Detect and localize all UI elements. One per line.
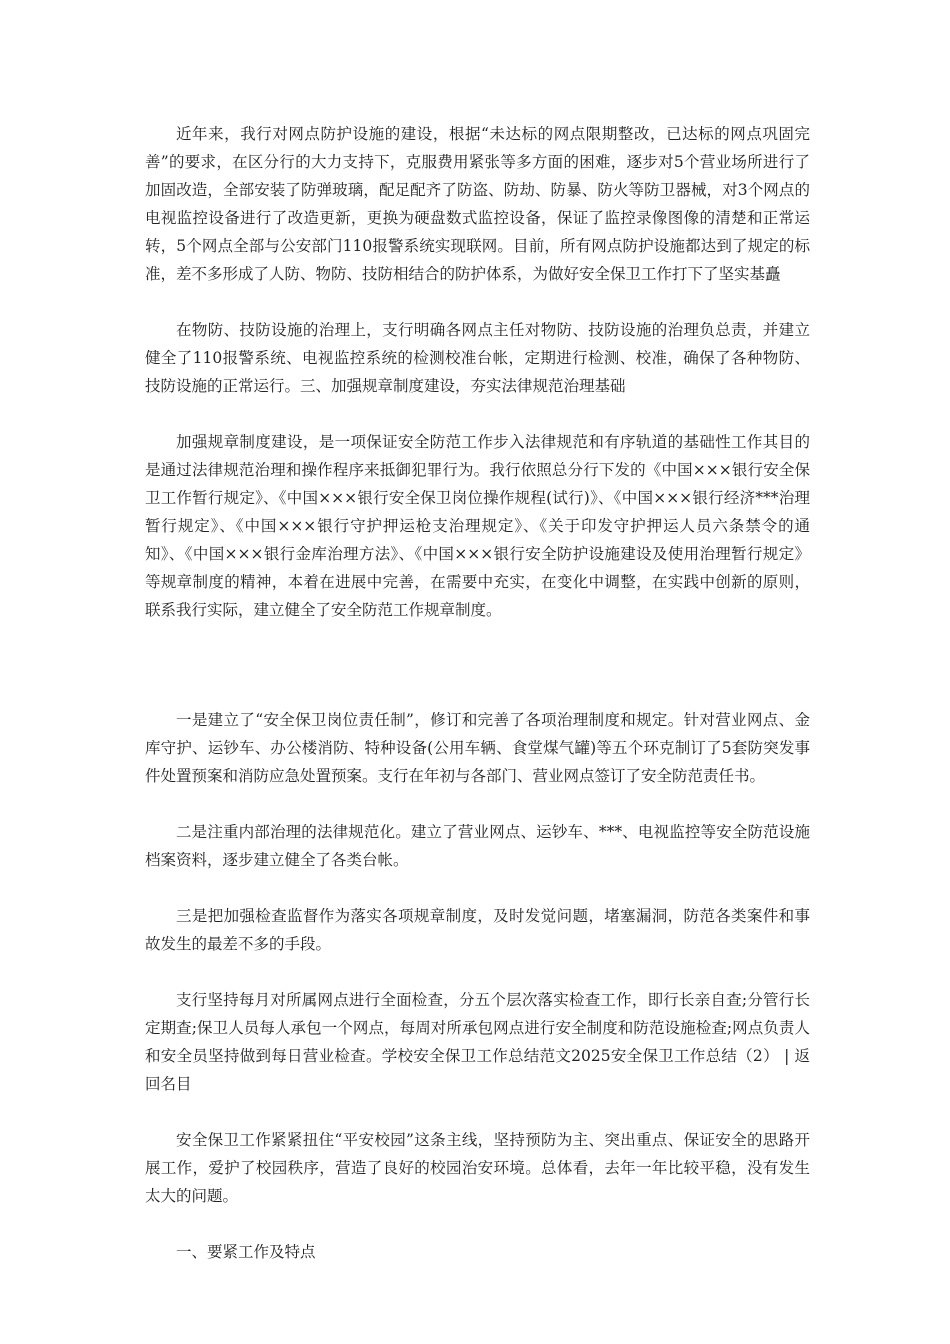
- paragraph-point-one: 一是建立了“安全保卫岗位责任制”，修订和完善了各项治理制度和规定。针对营业网点、金库守护、运钞车、办公楼消防、特种设备(公用车辆、食堂煤气罐)等五个环克制订了5套防突发事件处置预案和消防应急处置预案。支行在年初与各部门、营业网点签订了安全防范责任书。: [145, 711, 810, 785]
- paragraph-monthly-inspection: 支行坚持每月对所属网点进行全面检查，分五个层次落实检查工作，即行长亲自查;分管行长定期查;保卫人员每人承包一个网点，每周对所承包网点进行安全制度和防范设施检查;网点负责人和安全员坚持做到每日营业检查。学校安全保卫工作总结范文2025安全保卫工作总结（2） | 返回名目: [145, 991, 810, 1093]
- document-body: [145, 120, 810, 1294]
- section-heading-main-work: 一、要紧工作及特点: [176, 1243, 316, 1261]
- paragraph-network-protection: 近年来，我行对网点防护设施的建设，根据“未达标的网点限期整改，已达标的网点巩固完善”的要求，在区分行的大力支持下，克服费用紧张等多方面的困难，逐步对5个营业场所进行了加固改造，全部安装了防弹玻璃，配足配齐了防盗、防劫、防暴、防火等防卫器械，对3个网点的电视监控设备进行了改造更新，更换为硬盘数式监控设备，保证了监控录像图像的清楚和正常运转，5个网点全部与公安部门110报警系统实现联网。目前，所有网点防护设施都达到了规定的标准，差不多形成了人防、物防、技防相结合的防护体系，为做好安全保卫工作打下了坚实基矗: [145, 125, 810, 283]
- paragraph-point-three: 三是把加强检查监督作为落实各项规章制度，及时发觉问题，堵塞漏洞，防范各类案件和事故发生的最差不多的手段。: [145, 907, 810, 953]
- paragraph-regulations: 加强规章制度建设，是一项保证安全防范工作步入法律规范和有序轨道的基础性工作其目的是通过法律规范治理和操作程序来抵御犯罪行为。我行依照总分行下发的《中国×××银行安全保卫工作暂行规定》、《中国×××银行安全保卫岗位操作规程(试行)》、《中国×××银行经济***治理暂行规定》、《中国×××银行守护押运枪支治理规定》、《关于印发守护押运人员六条禁令的通知》、《中国×××银行金库治理方法》、《中国×××银行安全防护设施建设及使用治理暂行规定》等规章制度的精神，本着在进展中完善，在需要中充实，在变化中调整，在实践中创新的原则，联系我行实际，建立健全了安全防范工作规章制度。: [145, 433, 810, 619]
- blank-gap: [145, 652, 810, 706]
- paragraph-technical-management: 在物防、技防设施的治理上，支行明确各网点主任对物防、技防设施的治理负总责，并建立健全了110报警系统、电视监控系统的检测校准台帐，定期进行检测、校准，确保了各种物防、技防设施的正常运行。三、加强规章制度建设，夯实法律规范治理基础: [145, 321, 810, 395]
- paragraph-campus-safety: 安全保卫工作紧紧扭住“平安校园”这条主线，坚持预防为主、突出重点、保证安全的思路开展工作，爱护了校园秩序，营造了良好的校园治安环境。总体看，去年一年比较平稳，没有发生太大的问题。: [145, 1131, 810, 1205]
- paragraph-point-two: 二是注重内部治理的法律规范化。建立了营业网点、运钞车、***、电视监控等安全防范设施档案资料，逐步建立健全了各类台帐。: [145, 823, 810, 869]
